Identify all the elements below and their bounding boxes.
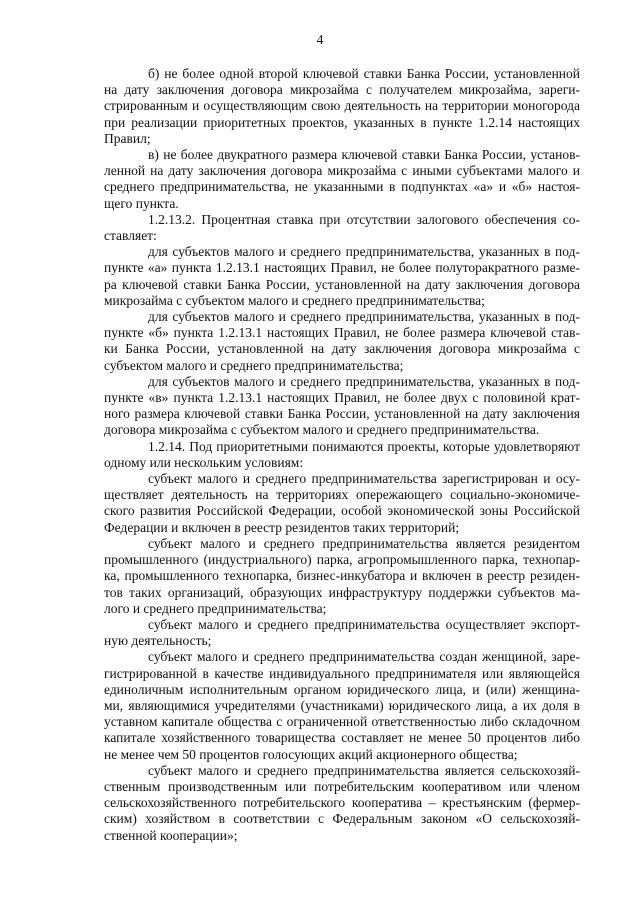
text-line: не менее чем 50 процентов голосующих акций акционерного общества; [104,746,518,762]
paragraph [104,617,580,649]
text-line: ного размера ключевой ставки Банка России, установленной на дату заключения [104,406,580,422]
text-line: договора микрозайма с субъектом малого и среднего предпринимательства. [104,422,540,438]
text-line: пункте «б» пункта 1.2.13.1 настоящих Правил, не более размера ключевой став- [104,325,580,341]
text-line: среднего предпринимательства, не указанными в подпунктах «а» и «б» настоя- [104,179,580,195]
text-line: Правил; [104,130,151,146]
text-line: ми, являющимися учредителями (участниками) юридического лица, а их доля в [104,697,580,713]
text-line: капитале хозяйственного товарищества составляет не менее 50 процентов либо [104,730,580,746]
text-line: гистрированной в качестве индивидуального предпринимателя или являющейся [104,665,580,681]
text-line: ским) хозяйством в соответствии с Федеральным законом «О сельскохозяй- [104,811,580,827]
text-line: в) не более двукратного размера ключевой ставки Банка России, установ- [148,147,580,163]
text-line: уставном капитале общества с ограниченной ответственностью либо складочном [104,714,580,730]
paragraph [104,66,580,147]
text-line: субъект малого и среднего предпринимательства осуществляет экспорт- [148,616,580,632]
text-line: 1.2.14. Под приоритетными понимаются проекты, которые удовлетворяют [148,438,580,454]
text-line: ского развития Российской Федерации, особой экономической зоны Российской [104,503,580,519]
paragraph [104,212,580,244]
text-line: промышленного (индустриального) парка, агропромышленного парка, технопар- [104,552,580,568]
paragraph [104,536,580,617]
text-line: ставляет: [104,228,157,244]
paragraph [104,649,580,762]
text-line: б) не более одной второй ключевой ставки Банка России, установленной [148,66,580,81]
paragraph [104,471,580,536]
text-line: субъект малого и среднего предпринимательства является сельскохозяй- [148,762,580,778]
text-line: ществляет деятельность на территориях опережающего социально-экономиче- [104,487,580,503]
text-line: ленной на дату заключения договора микрозайма с иными субъектами малого и [104,163,580,179]
text-line: субъект малого и среднего предпринимательства зарегистрирован и осу- [148,471,580,487]
text-line: лого и среднего предпринимательства; [104,600,327,616]
text-line: пункте «а» пункта 1.2.13.1 настоящих Правил, не более полуторакратного разме- [104,260,580,276]
paragraph [104,244,580,309]
text-line: для субъектов малого и среднего предпринимательства, указанных в под- [148,309,580,325]
text-line: тов таких организаций, образующих инфраструктуру поддержки субъектов ма- [104,584,580,600]
text-line: ную деятельность; [104,633,212,649]
text-line: ственной кооперации»; [104,827,238,843]
text-line: щего пункта. [104,195,179,211]
text-line: субъект малого и среднего предпринимательства является резидентом [148,535,580,551]
text-line: стрированным и осуществляющим свою деятельность на территории моногорода [104,98,580,114]
text-line: микрозайма с субъектом малого и среднего предпринимательства; [104,292,485,308]
paragraph [104,147,580,212]
text-line: субъект малого и среднего предпринимательства создан женщиной, заре- [148,649,580,665]
text-line: 1.2.13.2. Процентная ставка при отсутствии залогового обеспечения со- [148,211,580,227]
text-line: ственным производственным или потребительским кооперативом или членом [104,778,580,794]
page-number: 4 [316,32,324,47]
text-line: ки Банка России, установленной на дату заключения договора микрозайма с [104,341,580,357]
text-line: для субъектов малого и среднего предпринимательства, указанных в под- [148,373,580,389]
text-line: Федерации и включен в реестр резидентов таких территорий; [104,519,460,535]
document-body [104,66,580,844]
text-line: единоличным исполнительным органом юридического лица, и (или) женщина- [104,681,580,697]
paragraph [104,763,580,844]
paragraph [104,439,580,471]
text-line: одному или нескольким условиям: [104,454,304,470]
text-line: субъектом малого и среднего предпринимательства; [104,357,404,373]
text-line: ра ключевой ставки Банка России, установленной на дату заключения договора [104,276,580,292]
text-line: сельскохозяйственного потребительского кооператива – крестьянским (фермер- [104,795,580,811]
text-line: пункте «в» пункта 1.2.13.1 настоящих Правил, не более двух с половиной крат- [104,390,580,406]
text-line: ка, промышленного технопарка, бизнес-инкубатора и включен в реестр резиден- [104,568,580,584]
text-line: на дату заключения договора микрозайма с получателем микрозайма, зареги- [104,82,580,98]
text-line: для субъектов малого и среднего предпринимательства, указанных в под- [148,244,580,260]
text-line: при реализации приоритетных проектов, указанных в пункте 1.2.14 настоящих [104,114,580,130]
paragraph [104,309,580,374]
paragraph [104,374,580,439]
